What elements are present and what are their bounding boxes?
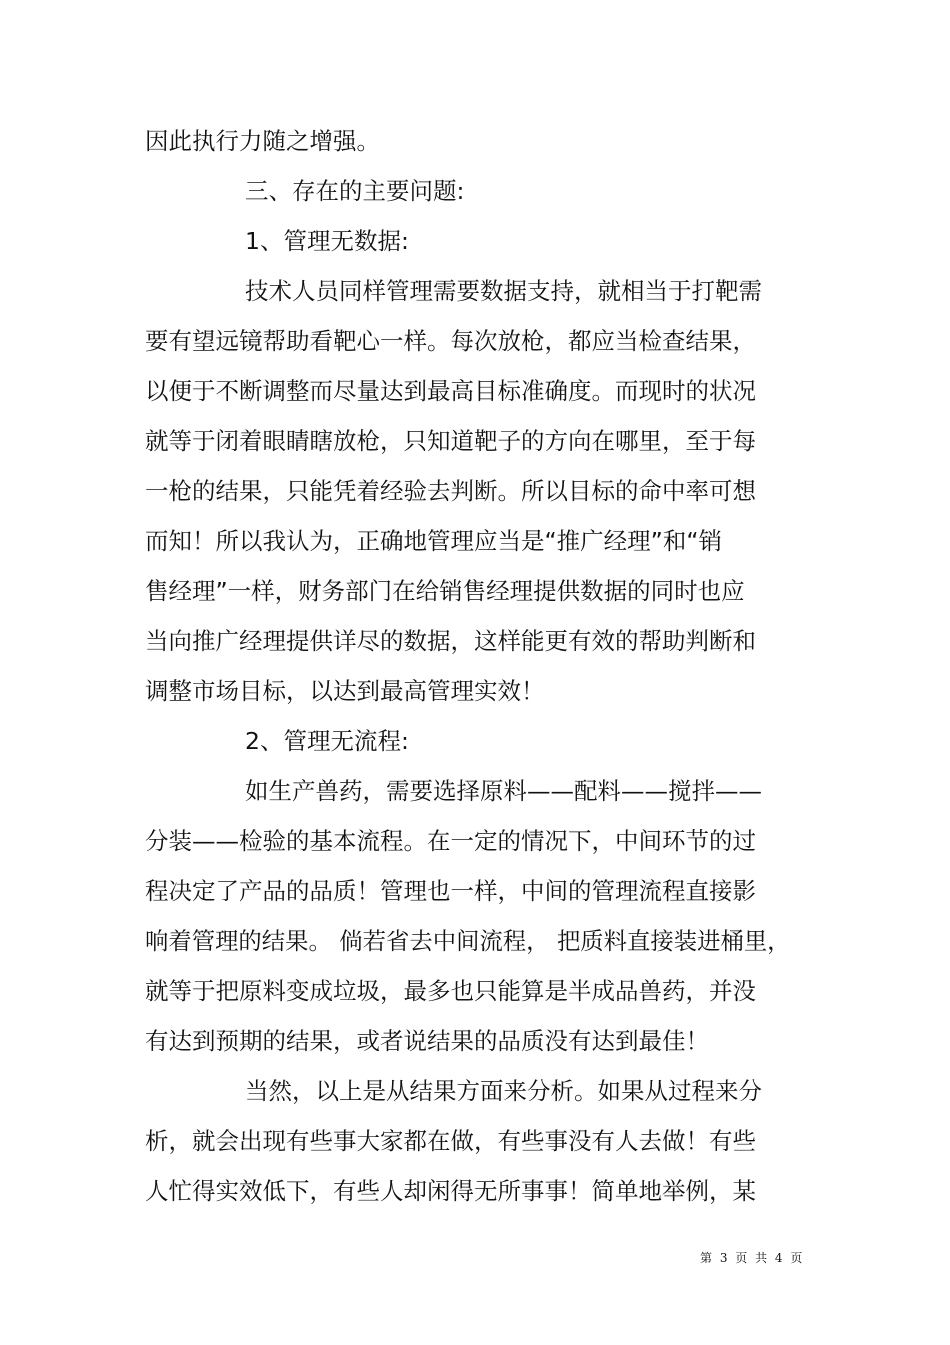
text-line: 技术人员同样管理需要数据支持，就相当于打靶需: [245, 277, 762, 305]
subsection-heading: 1、管理无数据:: [245, 227, 409, 255]
text-line: 而知！所以我认为，正确地管理应当是“推广经理”和“销: [145, 527, 723, 555]
text-line: 要有望远镜帮助看靶心一样。每次放枪，都应当检查结果，: [145, 327, 756, 355]
page-number-footer: 第 3 页 共 4 页: [700, 1251, 805, 1265]
text-line: 以便于不断调整而尽量达到最高目标准确度。而现时的状况: [145, 377, 756, 405]
text-line: 当然，以上是从结果方面来分析。如果从过程来分: [245, 1077, 762, 1105]
text-line: 当向推广经理提供详尽的数据，这样能更有效的帮助判断和: [145, 627, 756, 655]
subsection-heading: 2、管理无流程:: [245, 727, 409, 755]
text-line: 分装——检验的基本流程。在一定的情况下，中间环节的过: [145, 827, 756, 855]
text-line: 就等于把原料变成垃圾，最多也只能算是半成品兽药，并没: [145, 977, 756, 1005]
section-heading: 三、存在的主要问题:: [245, 177, 465, 205]
text-line: 一枪的结果，只能凭着经验去判断。所以目标的命中率可想: [145, 477, 756, 505]
text-line: 响着管理的结果。 倘若省去中间流程， 把质料直接装进桶里，: [145, 927, 791, 955]
text-line: 程决定了产品的品质！管理也一样，中间的管理流程直接影: [145, 877, 756, 905]
text-line: 析，就会出现有些事大家都在做，有些事没有人去做！有些: [145, 1127, 756, 1155]
text-line: 调整市场目标，以达到最高管理实效！: [145, 677, 545, 705]
text-line: 因此执行力随之增强。: [145, 127, 380, 155]
text-line: 人忙得实效低下，有些人却闲得无所事事！简单地举例，某: [145, 1177, 756, 1205]
text-line: 就等于闭着眼睛瞎放枪，只知道靶子的方向在哪里，至于每: [145, 427, 756, 455]
text-line: 售经理”一样，财务部门在给销售经理提供数据的同时也应: [145, 577, 745, 605]
text-line: 如生产兽药，需要选择原料——配料——搅拌——: [245, 777, 762, 805]
text-line: 有达到预期的结果，或者说结果的品质没有达到最佳！: [145, 1027, 709, 1055]
